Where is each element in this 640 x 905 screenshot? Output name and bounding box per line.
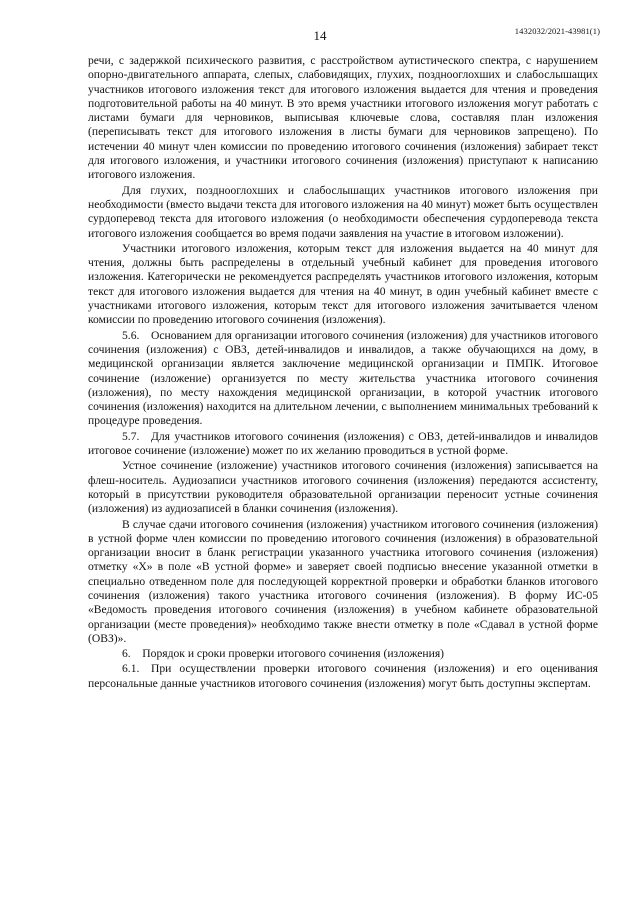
- paragraph: Для глухих, позднооглохших и слабослышащих участников итогового изложения при необходимости (вместо выдачи текста для итогового изложения на 40 минут) может быть осуществлен сурдоперевод текста для итогового изложения (о необходимости обеспечения сурдоперевода текста итогового изложения сообщается во время подачи заявления на участие в итоговом изложении).: [88, 183, 598, 240]
- paragraph: В случае сдачи итогового сочинения (изложения) участником итогового сочинения (изложения) в устной форме член комиссии по проведению итогового сочинения (изложения) в образовательной организации вносит в бланк регистрации указанного участника итогового сочинения (изложения) отметку «X» в поле «В устной форме» и заверяет своей подписью внесение указанной отметки в специально отведенном поле для последующей корректной проверки и обработки бланков итогового сочинения (изложения) такого участника итогового сочинения (изложения). В форму ИС-05 «Ведомость проведения итогового сочинения (изложения) в учебном кабинете образовательной организации (месте проведения)» необходимо также внести отметку в поле «Сдавал в устной форме (ОВЗ)».: [88, 517, 598, 645]
- section-heading-6: 6. Порядок и сроки проверки итогового сочинения (изложения): [122, 647, 445, 661]
- paragraph: Устное сочинение (изложение) участников итогового сочинения (изложения) записывается на флеш-носитель. Аудиозаписи участников итогового сочинения (изложения) передаются ассистенту, который в присутствии руководителя образовательной организации переносит устные сочинения (изложения) из аудиозаписей в бланки сочинения (изложения).: [88, 459, 598, 516]
- document-body: [88, 54, 598, 691]
- document-id: 1432032/2021-43981(1): [514, 26, 600, 36]
- page-number: 14: [313, 28, 327, 43]
- paragraph: речи, с задержкой психического развития, с расстройством аутистического спектра, с нарушением опорно-двигательного аппарата, слепых, слабовидящих, глухих, позднооглохших и слабослышащих участников итогового изложения текст для итогового изложения выдается для чтения и проведения подготовительной работы на 40 минут. В это время участники итогового изложения могут работать с листами бумаги для черновиков, выписывая ключевые слова, составляя план изложения (переписывать текст для итогового изложения в листы бумаги для черновиков запрещено). По истечении 40 минут член комиссии по проведению итогового сочинения (изложения) забирает текст для итогового изложения, и участники итогового сочинения (изложения) приступают к написанию итогового изложения.: [88, 54, 598, 182]
- paragraph-5-6: 5.6. Основанием для организации итогового сочинения (изложения) для участников итогового сочинения (изложения) с ОВЗ, детей-инвалидов и инвалидов, а также обучающихся на дому, в медицинской организации является заключение медицинской организации и ПМПК. Итоговое сочинение (изложение) организуется по месту жительства участника итогового сочинения (изложения), по месту нахождения медицинской организации, в которой участник итогового сочинения (изложения) находится на длительном лечении, с выполнением минимальных требований к процедуре проведения.: [88, 328, 598, 428]
- paragraph-5-7: 5.7. Для участников итогового сочинения (изложения) с ОВЗ, детей-инвалидов и инвалидов итоговое сочинение (изложение) может по их желанию проводиться в устной форме.: [88, 429, 598, 458]
- paragraph-6-1: 6.1. При осуществлении проверки итогового сочинения (изложения) и его оценивания персональные данные участников итогового сочинения (изложения) могут быть доступны экспертам.: [88, 662, 598, 690]
- paragraph: Участники итогового изложения, которым текст для изложения выдается на 40 минут для чтения, должны быть распределены в отдельный учебный кабинет для проведения итогового изложения. Категорически не рекомендуется распределять участников итогового изложения, которым текст для итогового изложения выдается для чтения на 40 минут, в один учебный кабинет вместе с участниками итогового изложения, которым текст для итогового изложения зачитывается членом комиссии по проведению итогового сочинения (изложения).: [88, 241, 598, 327]
